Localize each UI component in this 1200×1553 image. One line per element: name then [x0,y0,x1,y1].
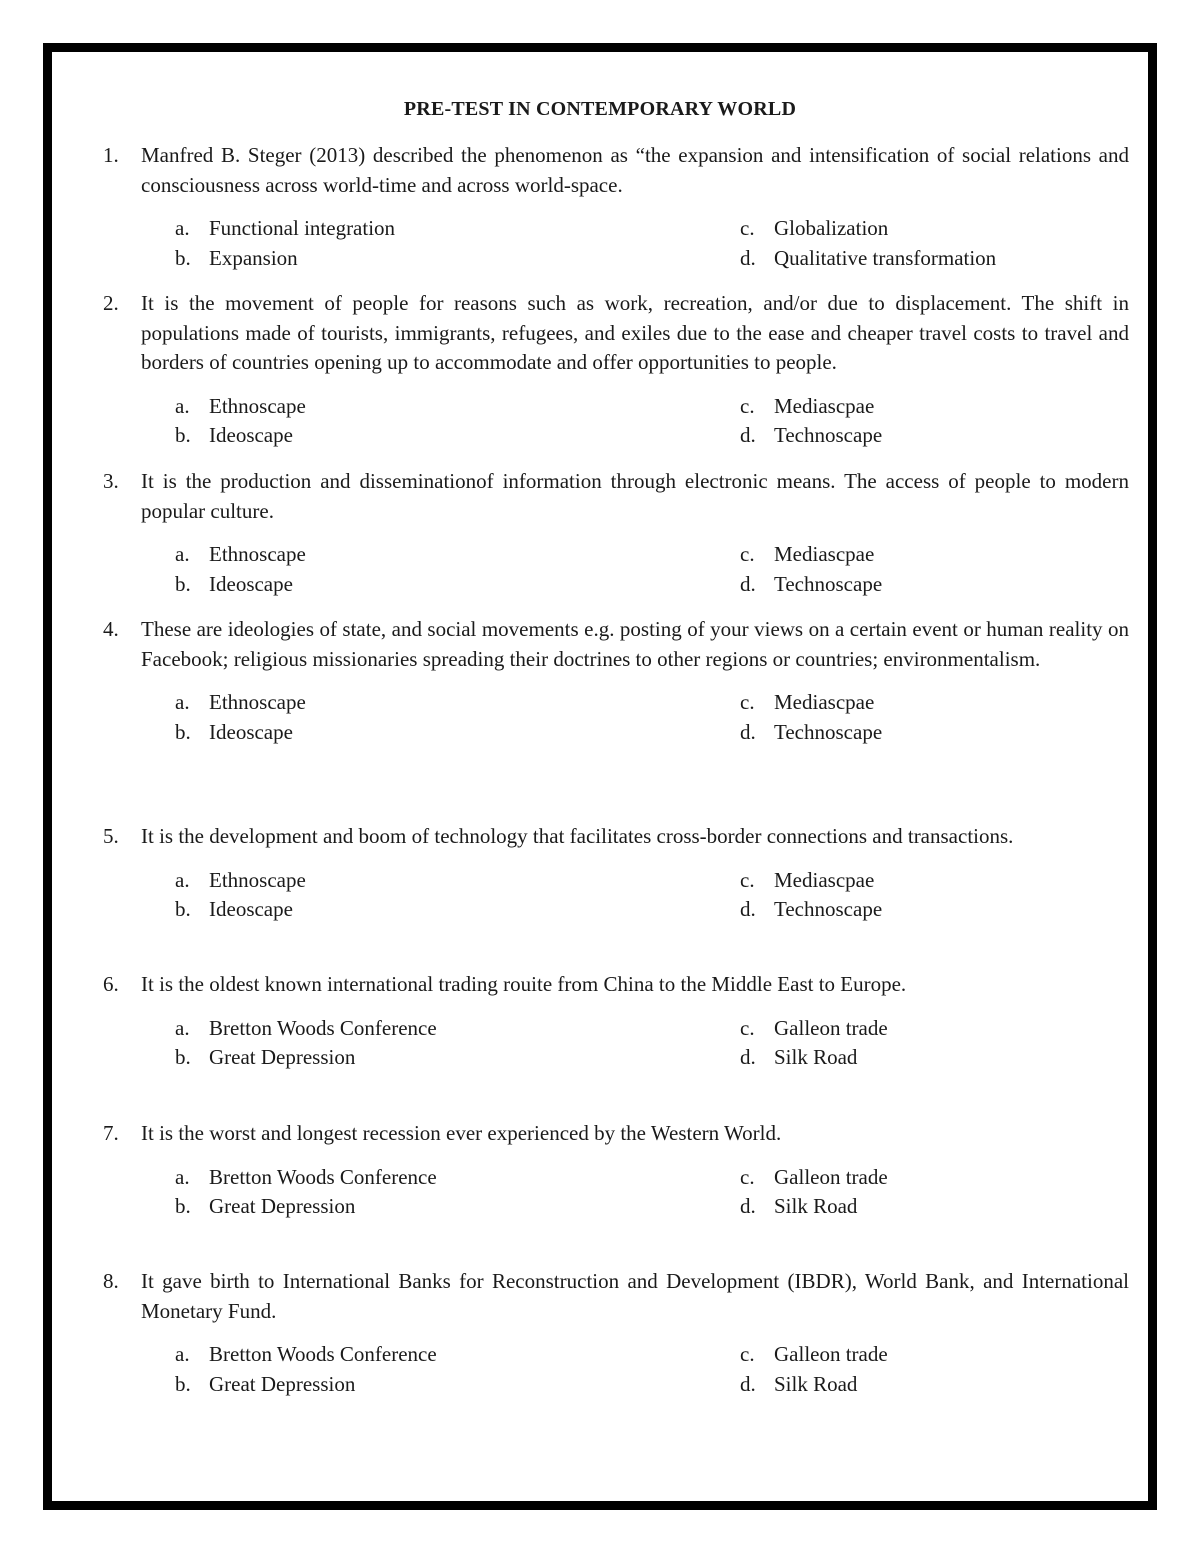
option-d [740,244,996,274]
question-7 [103,1119,1129,1223]
options [103,1014,1129,1074]
question-text: It is the worst and longest recession ever experienced by the Western World. [141,1121,782,1145]
option-d [740,1370,857,1400]
question-number: 7. [103,1121,119,1145]
option-text: Ideoscape [209,897,293,922]
option-a [175,866,306,896]
option-b [175,244,298,274]
option-letter: a. [175,542,190,567]
question-4 [103,615,1129,748]
option-text: Galleon trade [774,1164,888,1189]
options [103,866,1129,926]
option-text: Mediascpae [774,867,875,892]
option-letter: b. [175,1371,191,1396]
option-text: Globalization [774,216,889,241]
option-c [740,1340,888,1370]
option-text: Technoscape [774,897,883,922]
option-letter: b. [175,1194,191,1219]
option-d [740,570,882,600]
option-b [175,895,293,925]
option-text: Qualitative transformation [774,245,997,270]
option-text: Mediascpae [774,393,875,418]
option-letter: c. [740,867,755,892]
option-c [740,1163,888,1193]
option-letter: d. [740,245,756,270]
option-a [175,392,306,422]
option-b [175,1043,355,1073]
option-letter: d. [740,423,756,448]
page-title: PRE-TEST IN CONTEMPORARY WORLD [403,98,797,120]
option-text: Galleon trade [774,1015,888,1040]
question-2 [103,289,1129,452]
option-b [175,421,293,451]
option-letter: a. [175,1015,190,1040]
option-a [175,540,306,570]
option-a [175,1163,437,1193]
question-number: 1. [103,143,119,167]
option-a [175,688,306,718]
option-text: Ethnoscape [209,542,306,567]
option-letter: d. [740,1194,756,1219]
option-a [175,1014,437,1044]
options [103,540,1129,600]
option-text: Technoscape [774,571,883,596]
option-d [740,718,882,748]
option-a [175,1340,437,1370]
option-letter: a. [175,867,190,892]
option-b [175,718,293,748]
option-text: Silk Road [774,1371,858,1396]
option-letter: c. [740,216,755,241]
question-number: 4. [103,617,119,641]
option-text: Ethnoscape [209,867,306,892]
option-letter: c. [740,690,755,715]
option-letter: c. [740,1015,755,1040]
question-text: It is the production and disseminationof information through electronic means. The access of people to modern popular culture. [141,469,1129,523]
option-letter: c. [740,1164,755,1189]
question-text: It is the development and boom of technology that facilitates cross-border connections and transactions. [141,824,1014,848]
option-d [740,1043,857,1073]
question-number: 6. [103,972,119,996]
option-text: Ethnoscape [209,690,306,715]
question-number: 8. [103,1269,119,1293]
option-text: Technoscape [774,423,883,448]
question-5 [103,822,1129,926]
option-text: Silk Road [774,1194,858,1219]
option-letter: b. [175,897,191,922]
option-letter: d. [740,719,756,744]
question-3 [103,467,1129,600]
option-text: Silk Road [774,1045,858,1070]
option-text: Ideoscape [209,423,293,448]
options [103,392,1129,452]
question-text: It gave birth to International Banks for Reconstruction and Development (IBDR), World Bank, and International Monetary Fund. [141,1269,1129,1323]
option-text: Ideoscape [209,571,293,596]
option-letter: b. [175,423,191,448]
option-c [740,540,874,570]
option-text: Technoscape [774,719,883,744]
question-number: 5. [103,824,119,848]
option-c [740,688,874,718]
option-d [740,895,882,925]
option-a [175,214,395,244]
question-number: 3. [103,469,119,493]
options [103,1163,1129,1223]
question-number: 2. [103,291,119,315]
option-text: Great Depression [209,1194,356,1219]
option-b [175,570,293,600]
option-letter: c. [740,542,755,567]
option-text: Ideoscape [209,719,293,744]
option-b [175,1192,355,1222]
option-d [740,421,882,451]
option-text: Great Depression [209,1371,356,1396]
option-c [740,1014,888,1044]
option-letter: a. [175,216,190,241]
question-text: It is the oldest known international trading rouite from China to the Middle East to Europe. [141,972,907,996]
option-letter: a. [175,1164,190,1189]
option-b [175,1370,355,1400]
option-text: Mediascpae [774,690,875,715]
option-letter: b. [175,571,191,596]
option-text: Functional integration [209,216,396,241]
option-text: Bretton Woods Conference [209,1164,437,1189]
option-letter: c. [740,393,755,418]
option-c [740,392,874,422]
option-text: Bretton Woods Conference [209,1342,437,1367]
question-text: These are ideologies of state, and social movements e.g. posting of your views on a certain event or human reality on Facebook; religious missionaries spreading their doctrines to other regions or countries; environmentalism. [141,617,1129,671]
option-text: Mediascpae [774,542,875,567]
option-letter: a. [175,690,190,715]
option-letter: d. [740,1045,756,1070]
question-8 [103,1267,1129,1400]
option-text: Expansion [209,245,298,270]
option-letter: d. [740,571,756,596]
option-c [740,866,874,896]
options [103,214,1129,274]
option-letter: d. [740,897,756,922]
question-1 [103,141,1129,274]
option-text: Galleon trade [774,1342,888,1367]
option-c [740,214,888,244]
option-letter: b. [175,719,191,744]
option-text: Great Depression [209,1045,356,1070]
option-text: Ethnoscape [209,393,306,418]
question-text: It is the movement of people for reasons such as work, recreation, and/or due to displacement. The shift in populations made of tourists, immigrants, refugees, and exiles due to the ease and cheaper travel costs to travel and borders of countries opening up to accommodate and offer opportunities to people. [141,291,1129,375]
option-letter: a. [175,1342,190,1367]
option-letter: a. [175,393,190,418]
option-letter: c. [740,1342,755,1367]
question-text: Manfred B. Steger (2013) described the phenomenon as “the expansion and intensification of social relations and consciousness across world-time and across world-space. [141,143,1129,197]
question-6 [103,970,1129,1074]
option-letter: d. [740,1371,756,1396]
options [103,688,1129,748]
options [103,1340,1129,1400]
option-d [740,1192,857,1222]
option-letter: b. [175,245,191,270]
option-text: Bretton Woods Conference [209,1015,437,1040]
option-letter: b. [175,1045,191,1070]
